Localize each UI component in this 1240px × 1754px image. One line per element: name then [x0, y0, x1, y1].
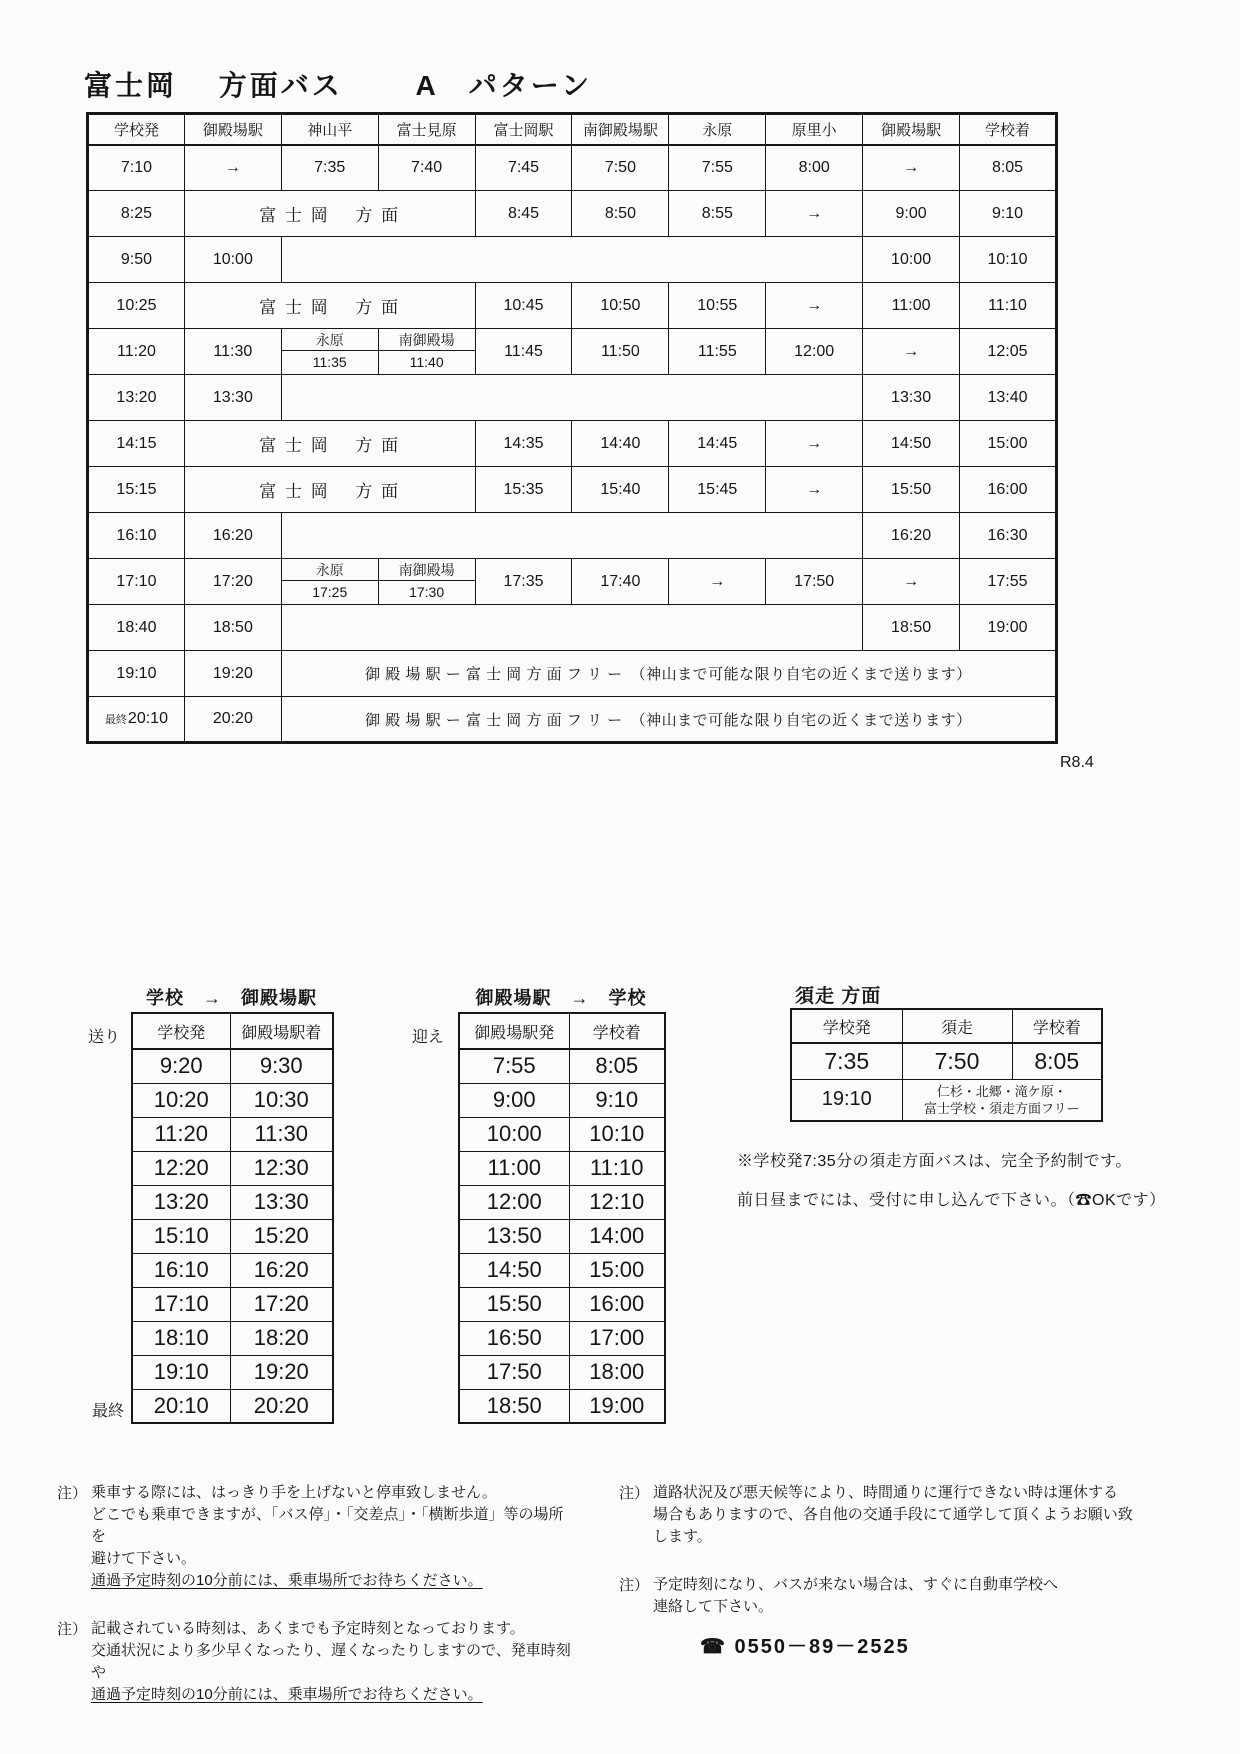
time-cell: 10:25 [88, 283, 185, 329]
time-cell: 17:50 [459, 1355, 569, 1389]
time-cell: 15:20 [230, 1219, 333, 1253]
time-cell: 8:05 [1012, 1043, 1102, 1079]
note-line: します。 [653, 1528, 712, 1545]
timetable-row [88, 329, 1057, 375]
time-cell: 17:20 [184, 559, 281, 605]
time-cell: → [863, 329, 960, 375]
time-cell: 8:25 [88, 191, 185, 237]
time-cell: 14:50 [459, 1253, 569, 1287]
last-bus-prefix: 最終 [104, 714, 127, 726]
timetable-row [88, 697, 1057, 743]
note-prefix: 注） [619, 1485, 650, 1502]
time-cell: 17:35 [475, 559, 572, 605]
time-cell: 18:10 [132, 1321, 230, 1355]
time-cell: 11:00 [863, 283, 960, 329]
time-cell: 16:00 [569, 1287, 665, 1321]
shuttle-row [132, 1253, 333, 1287]
notes-right-column [619, 1482, 1219, 1644]
time-cell: 富 士 岡 方 面 [184, 191, 475, 237]
time-cell: 16:30 [960, 513, 1057, 559]
time-cell: 12:20 [132, 1151, 230, 1185]
subashiri-row-2 [791, 1079, 1102, 1121]
time-cell: 7:35 [281, 145, 378, 191]
time-cell: 13:20 [132, 1185, 230, 1219]
time-cell: 15:40 [572, 467, 669, 513]
time-cell: 14:35 [475, 421, 572, 467]
okuri-body [132, 1049, 333, 1423]
time-cell: 20:10 [132, 1389, 230, 1423]
time-cell: 11:00 [459, 1151, 569, 1185]
time-cell: 11:45 [475, 329, 572, 375]
station-header: 御殿場駅発 [459, 1013, 569, 1049]
time-cell: 8:50 [572, 191, 669, 237]
time-cell: 16:20 [230, 1253, 333, 1287]
time-cell: 17:50 [766, 559, 863, 605]
free-route-cell [902, 1079, 1102, 1121]
station-header: 学校発 [88, 114, 185, 145]
time-cell [281, 375, 862, 421]
time-cell: → [766, 421, 863, 467]
shuttle-row [459, 1219, 665, 1253]
main-timetable-body [88, 145, 1057, 743]
shuttle-row [132, 1083, 333, 1117]
note-line: 予定時刻になり、バスが来ない場合は、すぐに自動車学校へ [653, 1576, 1059, 1593]
time-cell: 17:40 [572, 559, 669, 605]
time-cell: 19:20 [184, 651, 281, 697]
timetable-row [88, 513, 1057, 559]
timetable-row [88, 237, 1057, 283]
station-header: 学校着 [1012, 1009, 1102, 1043]
note-line: 通過予定時刻の10分前には、乗車場所でお待ちください。 [91, 1572, 483, 1589]
time-cell: 9:00 [459, 1083, 569, 1117]
shuttle-row [132, 1287, 333, 1321]
last-bus-label: 最終 [92, 1403, 125, 1420]
time-cell: 10:50 [572, 283, 669, 329]
time-cell: 9:10 [960, 191, 1057, 237]
note-prefix: 注） [57, 1621, 88, 1638]
note-line: 交通状況により多少早くなったり、遅くなったりしますので、発車時刻や [91, 1642, 571, 1681]
time-cell: 19:10 [132, 1355, 230, 1389]
time-cell: 9:50 [88, 237, 185, 283]
timetable-row [88, 605, 1057, 651]
time-cell: 7:40 [378, 145, 475, 191]
mukae-section-title: 御殿場駅 → 学校 [475, 988, 647, 1008]
time-cell: 18:50 [459, 1389, 569, 1423]
time-cell: 19:00 [569, 1389, 665, 1423]
time-cell: 10:30 [230, 1083, 333, 1117]
station-header: 原里小 [766, 114, 863, 145]
revision-mark: R8.4 [1060, 754, 1094, 771]
sub-stop-name: 永原 [282, 329, 378, 351]
time-cell: 8:00 [766, 145, 863, 191]
subashiri-section-title: 須走 方面 [795, 986, 882, 1007]
time-cell: 14:50 [863, 421, 960, 467]
shuttle-row [132, 1185, 333, 1219]
station-header: 永原 [669, 114, 766, 145]
note-body [91, 1482, 577, 1592]
time-cell: 富 士 岡 方 面 [184, 467, 475, 513]
shuttle-row [132, 1355, 333, 1389]
time-cell: 15:50 [459, 1287, 569, 1321]
mukae-side-label: 迎え [412, 1029, 445, 1046]
sub-stop-name: 永原 [282, 559, 378, 581]
time-cell: 11:10 [960, 283, 1057, 329]
time-cell: 10:00 [863, 237, 960, 283]
note-block [619, 1574, 1219, 1618]
stop-time-subcell [281, 329, 378, 375]
time-cell: 15:50 [863, 467, 960, 513]
time-cell: 16:10 [88, 513, 185, 559]
time-cell: 10:00 [184, 237, 281, 283]
station-header: 富士見原 [378, 114, 475, 145]
station-header: 学校着 [569, 1013, 665, 1049]
time-cell: 15:35 [475, 467, 572, 513]
note-prefix: 注） [57, 1485, 88, 1502]
note-block [57, 1618, 577, 1706]
time-cell: 12:00 [766, 329, 863, 375]
sub-stop-time: 11:35 [312, 354, 347, 370]
okuri-table [131, 1012, 334, 1424]
subashiri-row-1 [791, 1043, 1102, 1079]
okuri-header-row [132, 1013, 333, 1049]
timetable-row [88, 191, 1057, 237]
note-line: 避けて下さい。 [91, 1550, 197, 1567]
time-cell: 8:45 [475, 191, 572, 237]
shuttle-row [459, 1117, 665, 1151]
time-cell: 17:10 [88, 559, 185, 605]
mukae-header-row [459, 1013, 665, 1049]
free-route-line: 仁杉・北郷・滝ケ原・ [936, 1083, 1067, 1099]
time-cell: 10:00 [459, 1117, 569, 1151]
time-cell: 7:55 [459, 1049, 569, 1083]
shuttle-row [459, 1355, 665, 1389]
time-cell: 12:00 [459, 1185, 569, 1219]
station-header: 御殿場駅 [863, 114, 960, 145]
sub-stop-name: 南御殿場 [379, 329, 475, 351]
shuttle-row [459, 1049, 665, 1083]
okuri-section-title: 学校 → 御殿場駅 [146, 988, 317, 1008]
time-cell: → [863, 145, 960, 191]
time-cell: 10:45 [475, 283, 572, 329]
time-cell: 9:30 [230, 1049, 333, 1083]
shuttle-row [459, 1287, 665, 1321]
time-cell: 9:10 [569, 1083, 665, 1117]
station-header: 南御殿場駅 [572, 114, 669, 145]
time-cell: 7:10 [88, 145, 185, 191]
time-cell [281, 605, 862, 651]
timetable-row [88, 145, 1057, 191]
timetable-row [88, 283, 1057, 329]
time-cell: 7:50 [902, 1043, 1012, 1079]
time-cell: 18:50 [184, 605, 281, 651]
time-cell: 15:45 [669, 467, 766, 513]
time-cell: 18:40 [88, 605, 185, 651]
note-line: 通過予定時刻の10分前には、乗車場所でお待ちください。 [91, 1686, 483, 1703]
shuttle-row [459, 1185, 665, 1219]
shuttle-row [132, 1151, 333, 1185]
time-cell: 10:55 [669, 283, 766, 329]
time-cell: 13:30 [184, 375, 281, 421]
station-header: 神山平 [281, 114, 378, 145]
time-cell: 11:20 [132, 1117, 230, 1151]
time-cell [281, 237, 862, 283]
shuttle-row [459, 1389, 665, 1423]
note-line: 連絡して下さい。 [653, 1598, 774, 1615]
time-cell: 8:55 [669, 191, 766, 237]
time-cell: → [863, 559, 960, 605]
time-cell: 13:40 [960, 375, 1057, 421]
shuttle-row [132, 1049, 333, 1083]
timetable-row [88, 467, 1057, 513]
time-cell: 17:20 [230, 1287, 333, 1321]
note-line: 記載されている時刻は、あくまでも予定時刻となっております。 [91, 1620, 525, 1637]
shuttle-row [459, 1253, 665, 1287]
time-cell: → [766, 191, 863, 237]
time-cell: 16:20 [863, 513, 960, 559]
station-header: 須走 [902, 1009, 1012, 1043]
time-cell: 16:10 [132, 1253, 230, 1287]
time-cell: 19:10 [88, 651, 185, 697]
free-route-cell: 御 殿 場 駅 ー 富 士 岡 方 面 フ リ ー （神山まで可能な限り自宅の近くまで送ります） [281, 697, 1056, 743]
note-line: 乗車する際には、はっきり手を上げないと停車致しません。 [91, 1484, 497, 1501]
time-cell: 富 士 岡 方 面 [184, 283, 475, 329]
time-cell: 10:10 [960, 237, 1057, 283]
station-header: 御殿場駅 [184, 114, 281, 145]
phone-number: ☎ 0550－89－2525 [700, 1636, 910, 1658]
time-cell: 10:20 [132, 1083, 230, 1117]
time-cell: 富 士 岡 方 面 [184, 421, 475, 467]
time-cell: 15:10 [132, 1219, 230, 1253]
station-header: 学校発 [132, 1013, 230, 1049]
time-cell: 最終20:10 [88, 697, 185, 743]
time-cell: → [766, 283, 863, 329]
time-cell: 7:35 [791, 1043, 902, 1079]
okuri-side-label: 送り [88, 1029, 121, 1046]
time-cell: 10:10 [569, 1117, 665, 1151]
time-cell: 19:00 [960, 605, 1057, 651]
time-cell: 11:30 [230, 1117, 333, 1151]
time-cell [281, 513, 862, 559]
reservation-note-line2: 前日昼までには、受付に申し込んで下さい。（☎OKです） [737, 1192, 1166, 1209]
main-timetable [86, 112, 1058, 744]
time-cell: 16:20 [184, 513, 281, 559]
timetable-row [88, 375, 1057, 421]
time-cell: 17:00 [569, 1321, 665, 1355]
time-cell: 12:30 [230, 1151, 333, 1185]
station-header: 富士岡駅 [475, 114, 572, 145]
note-prefix: 注） [619, 1577, 650, 1594]
notes-left-column [57, 1482, 577, 1732]
mukae-body [459, 1049, 665, 1423]
shuttle-row [459, 1321, 665, 1355]
shuttle-row [132, 1219, 333, 1253]
shuttle-row [132, 1117, 333, 1151]
time-cell: 14:00 [569, 1219, 665, 1253]
free-route-cell: 御 殿 場 駅 ー 富 士 岡 方 面 フ リ ー （神山まで可能な限り自宅の近くまで送ります） [281, 651, 1056, 697]
time-cell: 13:30 [230, 1185, 333, 1219]
time-cell: → [669, 559, 766, 605]
shuttle-row [459, 1151, 665, 1185]
time-cell: 18:20 [230, 1321, 333, 1355]
free-route-line: 富士学校・須走方面フリー [924, 1100, 1080, 1116]
note-line: 道路状況及び悪天候等により、時間通りに運行できない時は運休する [653, 1484, 1119, 1501]
page-title: 富士岡 方面バス A パターン [84, 70, 593, 101]
time-cell: 11:55 [669, 329, 766, 375]
note-body [653, 1482, 1133, 1548]
subashiri-header-row [791, 1009, 1102, 1043]
time-cell: 7:50 [572, 145, 669, 191]
sub-stop-time: 17:25 [312, 584, 348, 600]
time-cell: 9:20 [132, 1049, 230, 1083]
reservation-note-line1: ※学校発7:35分の須走方面バスは、完全予約制です。 [737, 1153, 1132, 1170]
stop-time-subcell [378, 559, 475, 605]
time-cell: 13:20 [88, 375, 185, 421]
subashiri-table [790, 1008, 1103, 1122]
time-cell: 20:20 [184, 697, 281, 743]
time-cell: 15:00 [960, 421, 1057, 467]
station-header: 御殿場駅着 [230, 1013, 333, 1049]
time-cell: 11:20 [88, 329, 185, 375]
time-cell: 13:50 [459, 1219, 569, 1253]
mukae-table [458, 1012, 666, 1424]
note-block [619, 1482, 1219, 1548]
time-cell: 15:00 [569, 1253, 665, 1287]
timetable-row [88, 559, 1057, 605]
shuttle-row [132, 1389, 333, 1423]
time-cell: 18:50 [863, 605, 960, 651]
time-cell: 13:30 [863, 375, 960, 421]
time-cell: 14:40 [572, 421, 669, 467]
sub-stop-time: 17:30 [409, 584, 445, 600]
time-cell: → [184, 145, 281, 191]
timetable-row [88, 651, 1057, 697]
time-cell: 16:50 [459, 1321, 569, 1355]
time-cell: 17:10 [132, 1287, 230, 1321]
sub-stop-name: 南御殿場 [379, 559, 475, 581]
time-cell: 14:15 [88, 421, 185, 467]
time-cell: 14:45 [669, 421, 766, 467]
note-line: どこでも乗車できますが、「バス停」・「交差点」・「横断歩道」等の場所を [91, 1506, 564, 1545]
time-cell: 12:05 [960, 329, 1057, 375]
note-line: 場合もありますので、各自他の交通手段にて通学して頂くようお願い致 [653, 1506, 1133, 1523]
time-cell: 7:55 [669, 145, 766, 191]
time-cell: 9:00 [863, 191, 960, 237]
time-cell: 19:20 [230, 1355, 333, 1389]
sub-stop-time: 11:40 [409, 354, 444, 370]
main-timetable-header-row [88, 114, 1057, 145]
time-cell: 18:00 [569, 1355, 665, 1389]
time-cell: 8:05 [960, 145, 1057, 191]
time-cell: 20:20 [230, 1389, 333, 1423]
stop-time-subcell [281, 559, 378, 605]
station-header: 学校着 [960, 114, 1057, 145]
time-cell: 15:15 [88, 467, 185, 513]
station-header: 学校発 [791, 1009, 902, 1043]
time-cell: 11:30 [184, 329, 281, 375]
time-cell: 8:05 [569, 1049, 665, 1083]
time-cell: 19:10 [791, 1079, 902, 1121]
timetable-row [88, 421, 1057, 467]
time-cell: 16:00 [960, 467, 1057, 513]
shuttle-row [459, 1083, 665, 1117]
note-body [653, 1574, 1058, 1618]
time-cell: 11:10 [569, 1151, 665, 1185]
shuttle-row [132, 1321, 333, 1355]
stop-time-subcell [378, 329, 475, 375]
time-cell: 12:10 [569, 1185, 665, 1219]
time-cell: → [766, 467, 863, 513]
note-body [91, 1618, 577, 1706]
time-cell: 17:55 [960, 559, 1057, 605]
time-cell: 7:45 [475, 145, 572, 191]
time-cell: 11:50 [572, 329, 669, 375]
note-block [57, 1482, 577, 1592]
